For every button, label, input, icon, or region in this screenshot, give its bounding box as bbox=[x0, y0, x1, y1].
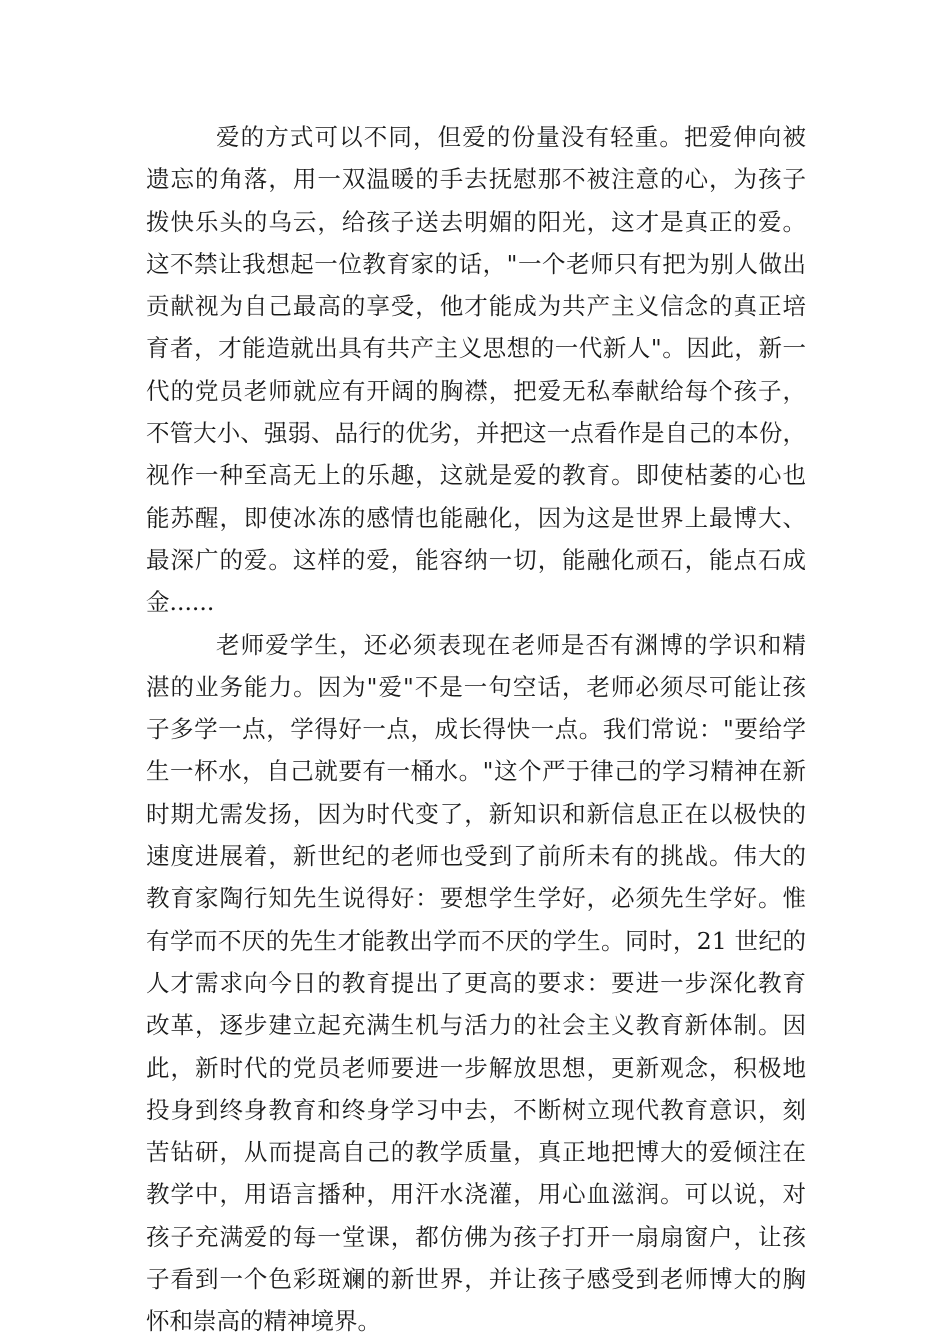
paragraph-line: 爱的方式可以不同，但爱的份量没有轻重。把爱伸向被 bbox=[216, 123, 806, 151]
paragraph-line: 代的党员老师就应有开阔的胸襟，把爱无私奉献给每个孩子， bbox=[146, 376, 806, 405]
paragraph-line: 改革，逐步建立起充满生机与活力的社会主义教育新体制。因 bbox=[146, 1011, 806, 1040]
paragraph-line: 湛的业务能力。因为"爱"不是一句空话，老师必须尽可能让孩 bbox=[146, 672, 806, 701]
paragraph-2 bbox=[146, 624, 806, 1343]
paragraph-line: 视作一种至高无上的乐趣，这就是爱的教育。即使枯萎的心也 bbox=[146, 461, 806, 490]
paragraph-line: 遗忘的角落，用一双温暖的手去抚慰那不被注意的心，为孩子 bbox=[146, 165, 806, 194]
paragraph-line: 不管大小、强弱、品行的优劣，并把这一点看作是自己的本份， bbox=[146, 419, 806, 448]
paragraph-line: 贡献视为自己最高的享受，他才能成为共产主义信念的真正培 bbox=[146, 292, 806, 321]
paragraph-line: 时期尤需发扬，因为时代变了，新知识和新信息正在以极快的 bbox=[146, 799, 806, 828]
paragraph-line: 最深广的爱。这样的爱，能容纳一切，能融化顽石，能点石成 bbox=[146, 545, 806, 574]
paragraph-line: 孩子充满爱的每一堂课，都仿佛为孩子打开一扇扇窗户，让孩 bbox=[146, 1222, 806, 1251]
paragraph-line: 有学而不厌的先生才能教出学而不厌的学生。同时，21 世纪的 bbox=[146, 926, 806, 955]
paragraph-line: 此，新时代的党员老师要进一步解放思想，更新观念，积极地 bbox=[146, 1053, 806, 1082]
paragraph-line: 人才需求向今日的教育提出了更高的要求：要进一步深化教育 bbox=[146, 968, 806, 997]
paragraph-line: 育者，才能造就出具有共产主义思想的一代新人"。因此，新一 bbox=[146, 334, 806, 363]
paragraph-line: 生一杯水，自己就要有一桶水。"这个严于律己的学习精神在新 bbox=[146, 757, 806, 786]
paragraph-line: 投身到终身教育和终身学习中去，不断树立现代教育意识，刻 bbox=[146, 1095, 806, 1124]
paragraph-line: 怀和崇高的精神境界。 bbox=[146, 1307, 381, 1336]
paragraph-1 bbox=[146, 116, 806, 624]
paragraph-line: 老师爱学生，还必须表现在老师是否有渊博的学识和精 bbox=[216, 630, 806, 659]
paragraph-line: 拨快乐头的乌云，给孩子送去明媚的阳光，这才是真正的爱。 bbox=[146, 207, 806, 236]
document-body bbox=[146, 116, 806, 1343]
paragraph-line: 金...... bbox=[146, 588, 215, 617]
paragraph-line: 速度进展着，新世纪的老师也受到了前所未有的挑战。伟大的 bbox=[146, 842, 806, 871]
paragraph-line: 教育家陶行知先生说得好：要想学生学好，必须先生学好。惟 bbox=[146, 884, 806, 913]
paragraph-line: 苦钻研，从而提高自己的教学质量，真正地把博大的爱倾注在 bbox=[146, 1138, 806, 1167]
paragraph-line: 能苏醒，即使冰冻的感情也能融化，因为这是世界上最博大、 bbox=[146, 503, 806, 532]
paragraph-line: 子看到一个色彩斑斓的新世界，并让孩子感受到老师博大的胸 bbox=[146, 1265, 806, 1294]
paragraph-line: 子多学一点，学得好一点，成长得快一点。我们常说："要给学 bbox=[146, 715, 806, 744]
paragraph-line: 教学中，用语言播种，用汗水浇灌，用心血滋润。可以说，对 bbox=[146, 1180, 806, 1209]
paragraph-line: 这不禁让我想起一位教育家的话，"一个老师只有把为别人做出 bbox=[146, 249, 806, 278]
